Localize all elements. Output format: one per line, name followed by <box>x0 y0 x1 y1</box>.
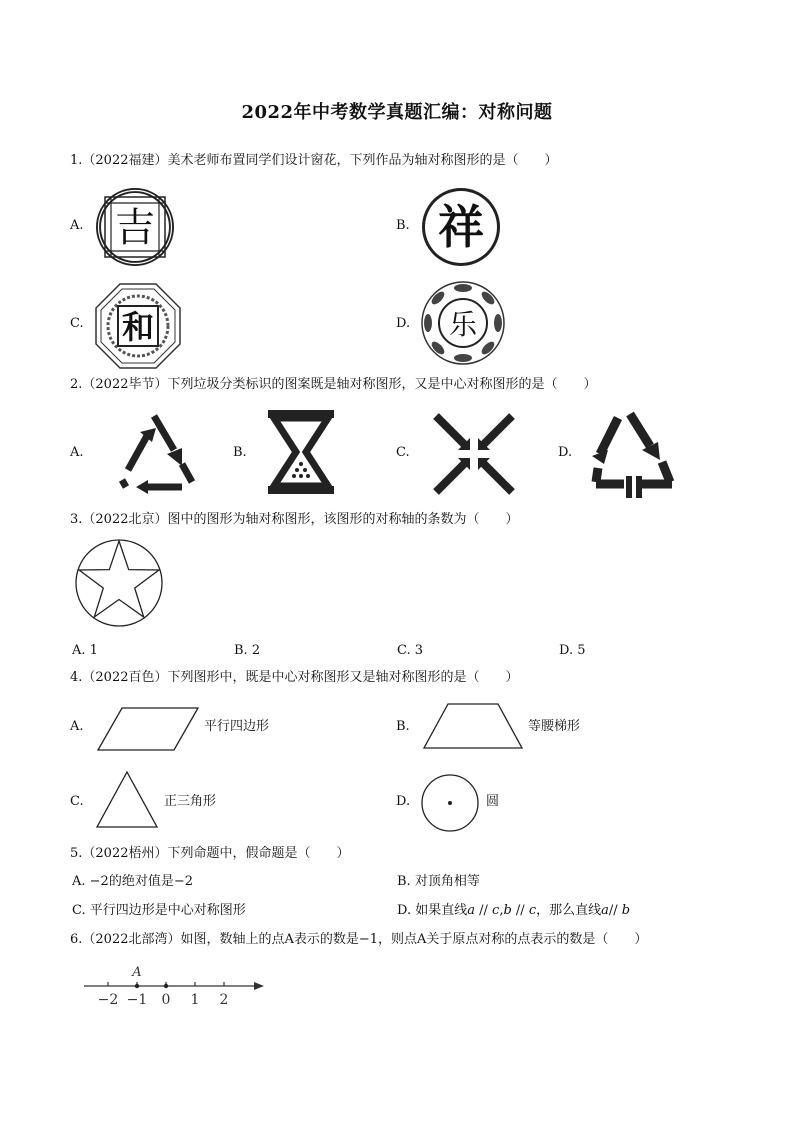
q1-option-a-figure <box>94 186 176 268</box>
question-1: 1.（2022福建）美术老师布置同学们设计窗花，下列作品为轴对称图形的是（ ） <box>70 153 558 168</box>
q5-option-c: C. 平行四边形是中心对称图形 <box>72 903 246 918</box>
q2-option-a-figure <box>112 408 204 494</box>
q6-tick-label: −2 <box>97 992 119 1008</box>
q2-option-b-label: B. <box>233 445 247 460</box>
q2-option-d-label: D. <box>558 445 573 460</box>
q1-option-d-label: D. <box>396 316 411 331</box>
q6-number-line <box>80 960 270 1010</box>
q2-option-c-figure <box>432 412 516 496</box>
q4-shape-d-name: 圆 <box>486 794 500 809</box>
q1-char-a: 吉 <box>115 205 155 251</box>
q1-option-d-figure <box>420 280 506 366</box>
q3-star-in-circle-figure <box>74 538 164 628</box>
question-6: 6.（2022北部湾）如图，数轴上的点A表示的数是−1，则点A关于原点对称的点表示的数是（ ） <box>70 932 648 947</box>
q4-parallelogram-figure <box>96 706 200 752</box>
q2-option-c-label: C. <box>396 445 410 460</box>
q3-option-a: A. 1 <box>72 643 98 658</box>
question-3: 3.（2022北京）图中的图形为轴对称图形，该图形的对称轴的条数为（ ） <box>70 512 519 527</box>
q5-option-b: B. 对顶角相等 <box>397 874 480 889</box>
q1-option-a-label: A. <box>70 218 84 233</box>
q3-option-b: B. 2 <box>234 643 261 658</box>
q6-tick-label: −1 <box>126 992 148 1008</box>
q4-option-a-label: A. <box>70 719 84 734</box>
q2-option-a-label: A. <box>70 445 84 460</box>
q6-tick-label: 0 <box>161 992 171 1008</box>
q4-shape-a-name: 平行四边形 <box>204 719 270 734</box>
q2-option-d-figure <box>590 406 678 500</box>
question-5: 5.（2022梧州）下列命题中，假命题是（ ） <box>70 846 350 861</box>
q4-shape-b-name: 等腰梯形 <box>528 719 581 734</box>
q4-equilateral-triangle-figure <box>95 770 159 830</box>
q1-option-c-label: C. <box>70 316 84 331</box>
q1-char-c: 和 <box>121 308 155 346</box>
q4-option-d-label: D. <box>396 794 411 809</box>
q6-tick-label: 1 <box>190 992 200 1008</box>
q6-point-a-label: A <box>132 965 142 980</box>
question-4: 4.（2022百色）下列图形中，既是中心对称图形又是轴对称图形的是（ ） <box>70 670 519 685</box>
q1-option-b-figure <box>420 186 502 268</box>
q4-option-c-label: C. <box>70 794 84 809</box>
question-2: 2.（2022毕节）下列垃圾分类标识的图案既是轴对称图形，又是中心对称图形的是（ ） <box>70 377 597 392</box>
q4-circle-figure <box>420 774 480 832</box>
q3-option-c: C. 3 <box>397 643 424 658</box>
q1-option-c-figure <box>94 282 182 370</box>
q4-isosceles-trapezoid-figure <box>422 702 524 750</box>
q3-option-d: D. 5 <box>559 643 586 658</box>
q5-option-a: A. −2的绝对值是−2 <box>72 874 193 889</box>
page-title: 2022年中考数学真题汇编：对称问题 <box>241 102 553 123</box>
q6-tick-label: 2 <box>219 992 229 1008</box>
q1-char-b: 祥 <box>438 200 484 254</box>
q4-shape-c-name: 正三角形 <box>164 794 217 809</box>
q1-char-d: 乐 <box>448 308 478 341</box>
q5-option-d: D. 如果直线a // c,b // c，那么直线a// b <box>397 903 631 918</box>
q1-option-b-label: B. <box>396 218 410 233</box>
q4-option-b-label: B. <box>396 719 410 734</box>
q2-option-b-figure <box>266 408 336 496</box>
